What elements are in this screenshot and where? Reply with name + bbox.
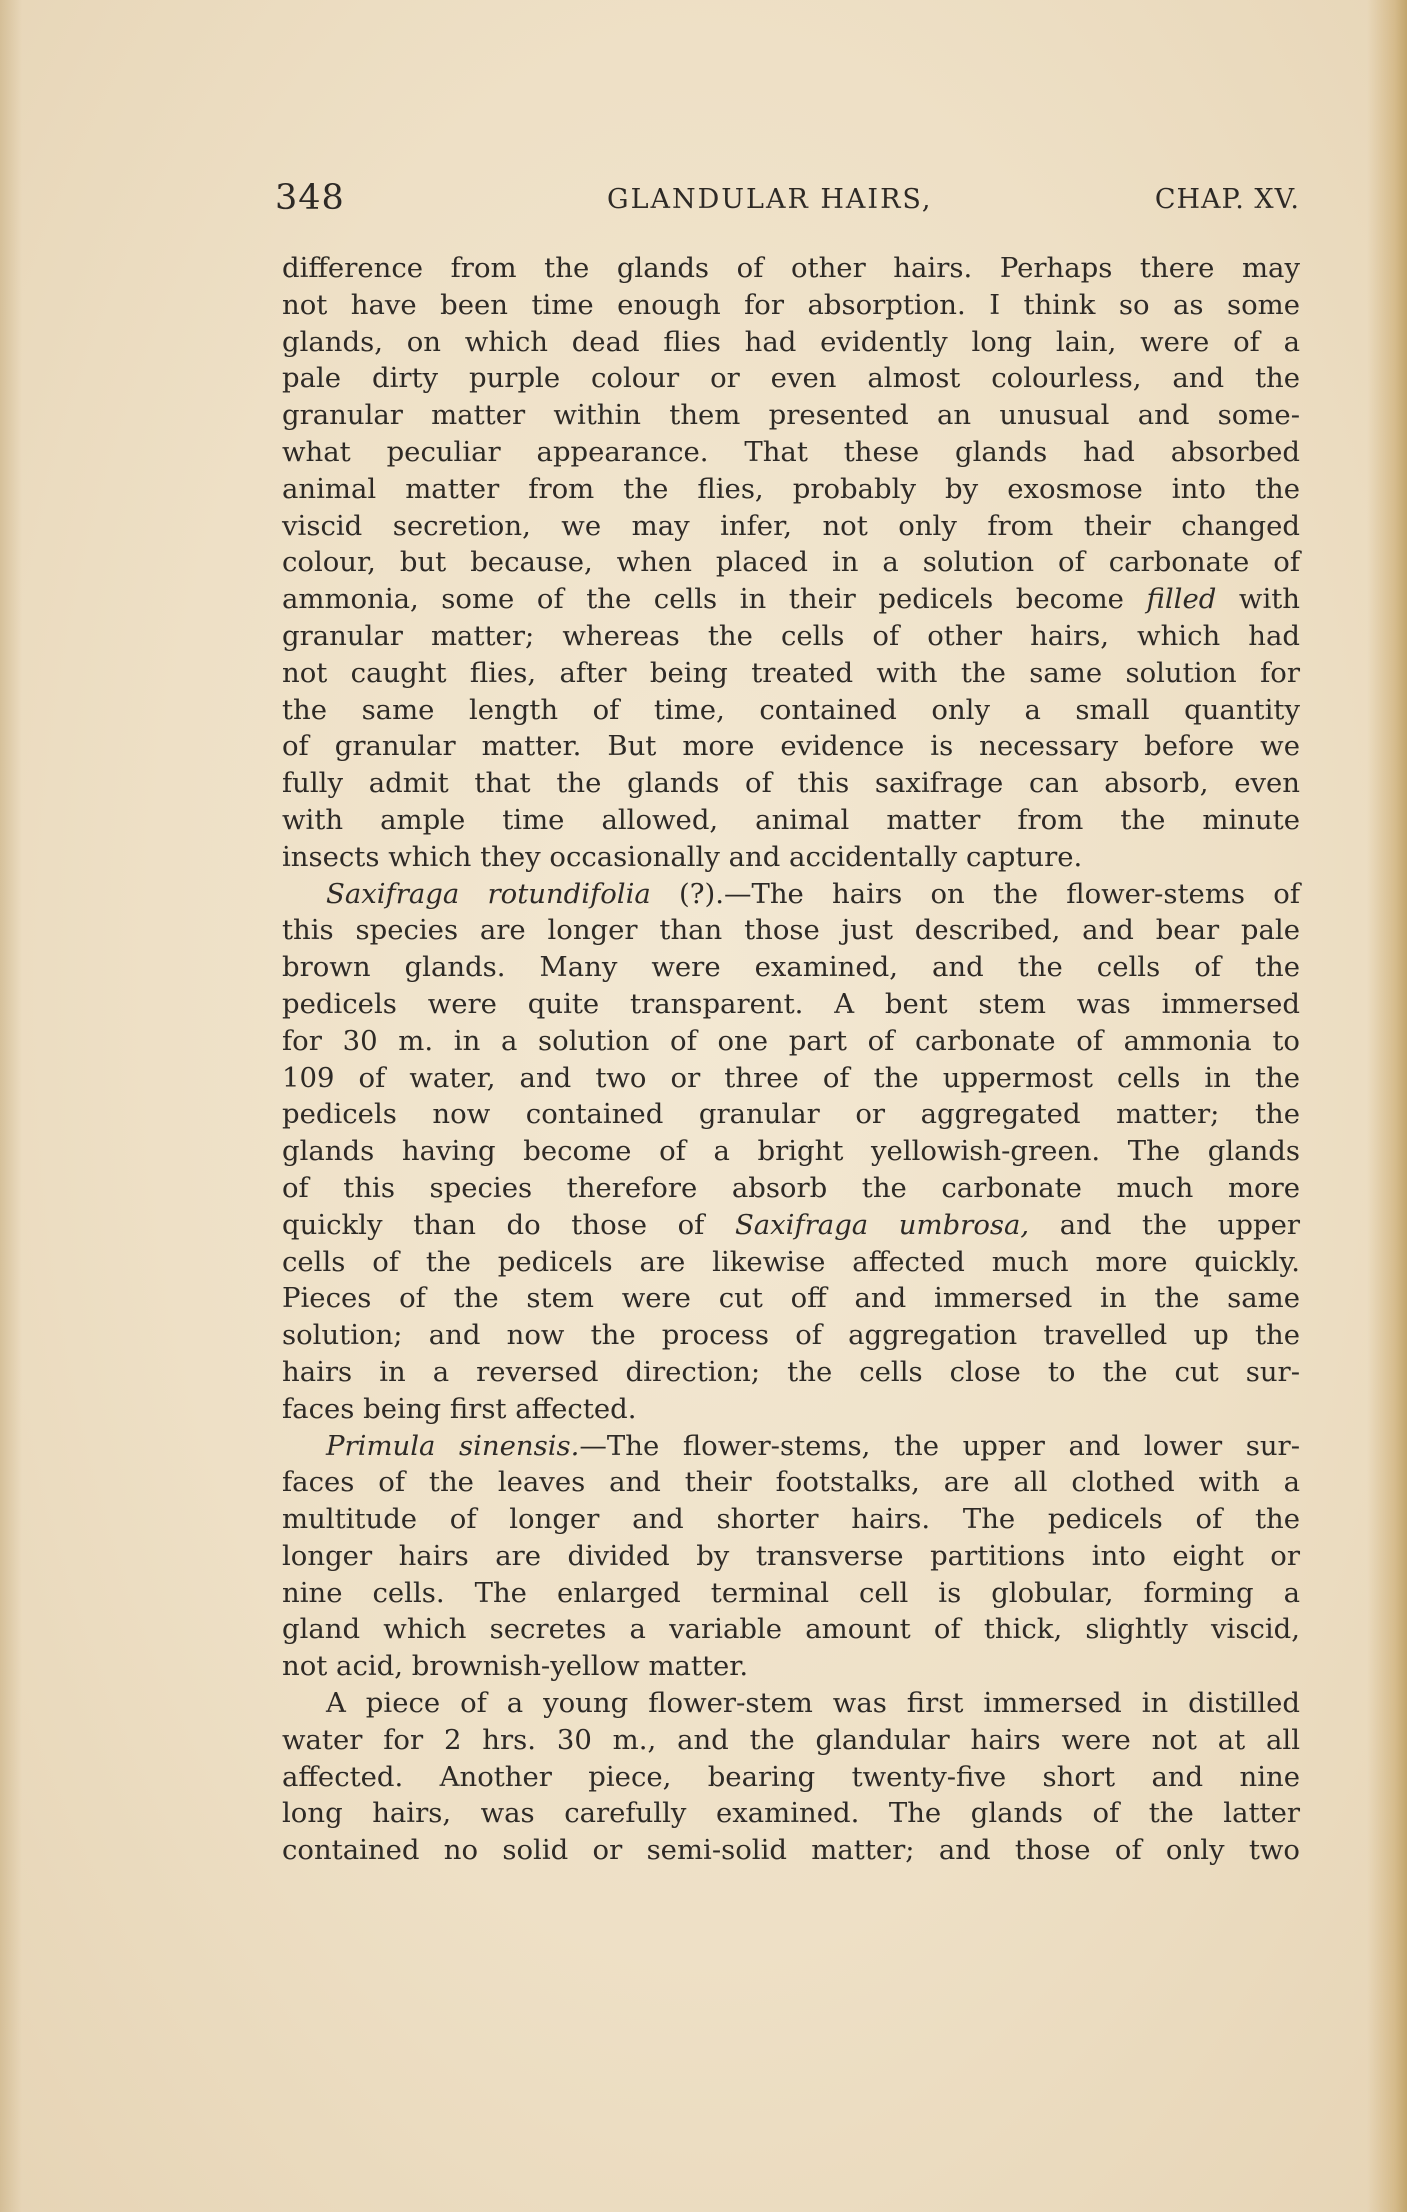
text-line: nine cells. The enlarged terminal cell is globular, forming a <box>282 1576 1300 1609</box>
italic-term: Saxifraga umbrosa, <box>734 1208 1030 1241</box>
text-line: Primula sinensis.—The flower-stems, the upper and lower sur- <box>326 1429 1300 1462</box>
text-line: granular matter; whereas the cells of other hairs, which had <box>282 619 1300 652</box>
text-line: ammonia, some of the cells in their pedicels become filled with <box>282 583 1301 616</box>
text-line: gland which secretes a variable amount of thick, slightly viscid, <box>282 1613 1300 1646</box>
text-line: Pieces of the stem were cut off and immersed in the same <box>282 1282 1300 1315</box>
text-line: faces of the leaves and their footstalks, are all clothed with a <box>282 1466 1300 1499</box>
text-line: faces being first affected. <box>282 1392 637 1425</box>
text-line: cells of the pedicels are likewise affected much more quickly. <box>282 1245 1300 1278</box>
text-line: long hairs, was carefully examined. The glands of the latter <box>282 1797 1300 1830</box>
italic-term: Saxifraga rotundifolia <box>326 877 651 910</box>
text-line: granular matter within them presented an unusual and some- <box>282 399 1300 432</box>
text-line: 109 of water, and two or three of the uppermost cells in the <box>282 1061 1300 1094</box>
text-line: affected. Another piece, bearing twenty-five short and nine <box>282 1760 1300 1793</box>
text-line: with ample time allowed, animal matter from the minute <box>282 803 1300 836</box>
text-line: A piece of a young flower-stem was first immersed in distilled <box>326 1687 1300 1720</box>
paragraph <box>282 1428 1300 1686</box>
body-text <box>282 250 1300 1869</box>
text-line: what peculiar appearance. That these glands had absorbed <box>282 435 1300 468</box>
page-number: 348 <box>275 178 345 218</box>
text-line: pedicels now contained granular or aggregated matter; the <box>282 1098 1300 1131</box>
page-left-edge-shadow <box>0 0 22 2212</box>
text-line: not have been time enough for absorption. I think so as some <box>282 288 1300 321</box>
paragraph <box>282 1685 1300 1869</box>
text-line: water for 2 hrs. 30 m., and the glandular hairs were not at all <box>282 1723 1300 1756</box>
text-line: longer hairs are divided by transverse partitions into eight or <box>282 1539 1300 1572</box>
text-line: solution; and now the process of aggregation travelled up the <box>282 1319 1300 1352</box>
text-line: for 30 m. in a solution of one part of carbonate of ammonia to <box>282 1024 1300 1057</box>
text-line: multitude of longer and shorter hairs. The pedicels of the <box>282 1503 1300 1536</box>
paragraph <box>282 250 1300 876</box>
text-line: not caught flies, after being treated with the same solution for <box>282 656 1300 689</box>
text-line: pale dirty purple colour or even almost colourless, and the <box>282 362 1300 395</box>
text-line: hairs in a reversed direction; the cells close to the cut sur- <box>282 1355 1300 1388</box>
text-line: Saxifraga rotundifolia (?).—The hairs on the flower-stems of <box>326 877 1300 910</box>
text-line: insects which they occasionally and accidentally capture. <box>282 840 1083 873</box>
text-line: fully admit that the glands of this saxifrage can absorb, even <box>282 767 1300 800</box>
text-line: quickly than do those of Saxifraga umbrosa, and the upper <box>282 1208 1301 1241</box>
text-line: the same length of time, contained only a small quantity <box>282 693 1300 726</box>
paragraph <box>282 876 1300 1428</box>
text-line: colour, but because, when placed in a solution of carbonate of <box>282 546 1300 579</box>
page-right-edge-shadow <box>1367 0 1407 2212</box>
text-line: animal matter from the flies, probably by exosmose into the <box>282 472 1300 505</box>
italic-term: Primula sinensis. <box>326 1429 580 1462</box>
text-line: pedicels were quite transparent. A bent stem was immersed <box>282 987 1300 1020</box>
text-line: brown glands. Many were examined, and the cells of the <box>282 951 1300 984</box>
running-header <box>275 178 1300 228</box>
text-line: glands having become of a bright yellowish-green. The glands <box>282 1135 1300 1168</box>
italic-term: filled <box>1146 583 1217 616</box>
text-line: contained no solid or semi-solid matter; and those of only two <box>282 1834 1300 1867</box>
text-line: this species are longer than those just described, and bear pale <box>282 914 1300 947</box>
text-line: of granular matter. But more evidence is necessary before we <box>282 730 1300 763</box>
text-line: difference from the glands of other hairs. Perhaps there may <box>282 252 1300 284</box>
text-line: not acid, brownish-yellow matter. <box>282 1650 749 1683</box>
text-line: glands, on which dead flies had evidently long lain, were of a <box>282 325 1300 358</box>
running-title: GLANDULAR HAIRS, <box>607 184 933 215</box>
text-line: viscid secretion, we may infer, not only from their changed <box>282 509 1300 542</box>
chapter-label: CHAP. XV. <box>1154 184 1300 215</box>
text-line: of this species therefore absorb the carbonate much more <box>282 1171 1300 1204</box>
